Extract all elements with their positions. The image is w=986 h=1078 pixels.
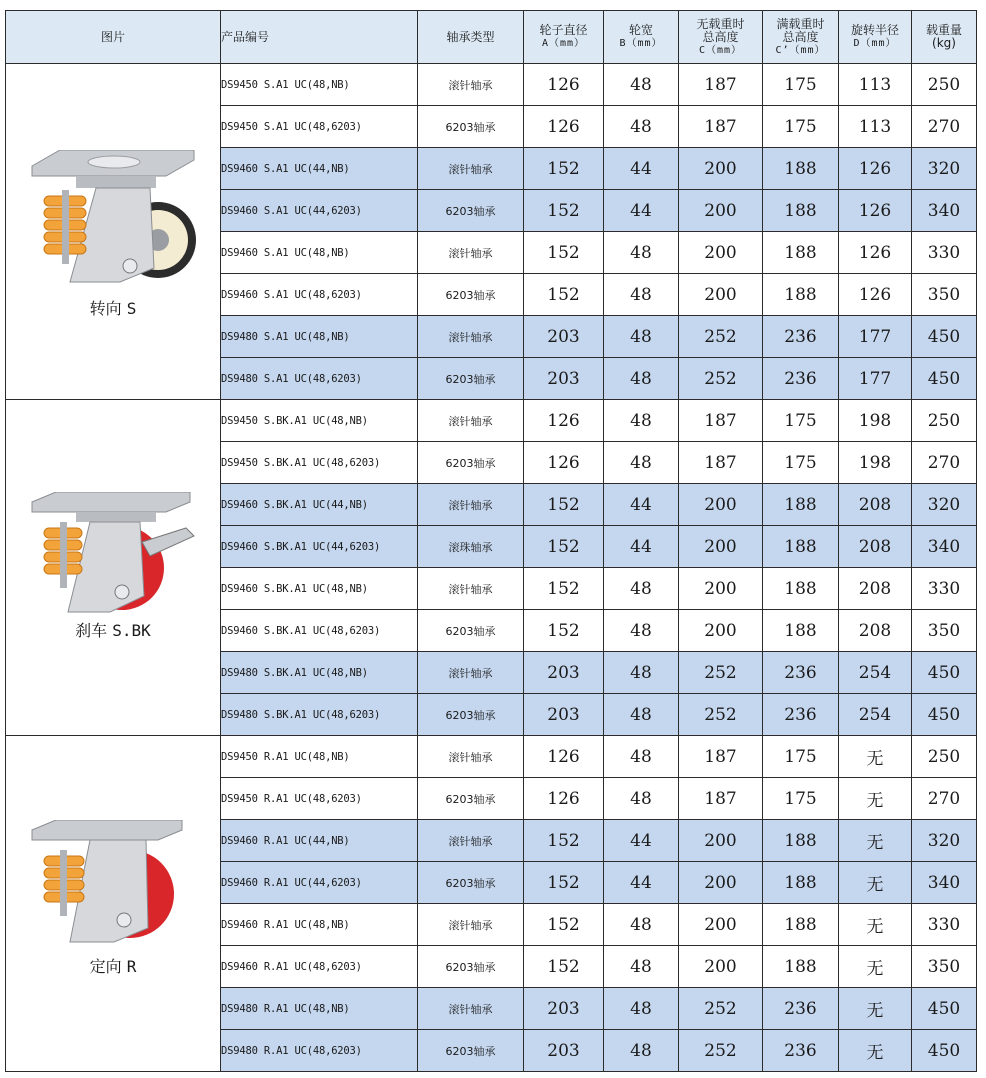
- bearing-type-cell: 6203轴承: [418, 190, 524, 232]
- height-unloaded-cell: 200: [679, 484, 763, 526]
- bearing-type-cell: 滚针轴承: [418, 64, 524, 106]
- load-capacity-cell: 340: [912, 526, 977, 568]
- product-code-cell: DS9480 R.A1 UC(48,6203): [221, 1030, 418, 1072]
- bearing-type-cell: 6203轴承: [418, 946, 524, 988]
- wheel-width-cell: 48: [604, 652, 679, 694]
- header-wheel-width: [604, 11, 679, 64]
- product-code-cell: DS9460 S.A1 UC(48,6203): [221, 274, 418, 316]
- wheel-diameter-cell: 152: [524, 190, 604, 232]
- group-label-code: R: [126, 957, 137, 976]
- load-capacity-cell: 450: [912, 694, 977, 736]
- height-loaded-cell: 236: [763, 652, 839, 694]
- group-label-code: S: [126, 299, 137, 318]
- height-loaded-cell: 188: [763, 946, 839, 988]
- bearing-type-cell: 6203轴承: [418, 1030, 524, 1072]
- height-unloaded-cell: 200: [679, 568, 763, 610]
- header-load: [912, 11, 977, 64]
- swivel-radius-cell: 113: [839, 106, 912, 148]
- height-loaded-cell: 236: [763, 988, 839, 1030]
- load-capacity-cell: 330: [912, 232, 977, 274]
- swivel-radius-cell: 无: [839, 988, 912, 1030]
- group-image-cell: [6, 64, 221, 400]
- height-unloaded-cell: 252: [679, 316, 763, 358]
- wheel-diameter-cell: 152: [524, 526, 604, 568]
- load-capacity-cell: 270: [912, 442, 977, 484]
- load-capacity-cell: 350: [912, 946, 977, 988]
- bearing-type-cell: 滚针轴承: [418, 148, 524, 190]
- load-capacity-cell: 330: [912, 904, 977, 946]
- bearing-type-cell: 6203轴承: [418, 274, 524, 316]
- header-wheel-diameter: [524, 11, 604, 64]
- swivel-radius-cell: 208: [839, 568, 912, 610]
- load-capacity-cell: 320: [912, 820, 977, 862]
- table-row: [6, 400, 977, 442]
- height-loaded-cell: 236: [763, 1030, 839, 1072]
- height-unloaded-cell: 200: [679, 148, 763, 190]
- wheel-width-cell: 48: [604, 904, 679, 946]
- height-unloaded-cell: 200: [679, 946, 763, 988]
- product-code-cell: DS9450 R.A1 UC(48,6203): [221, 778, 418, 820]
- wheel-width-cell: 48: [604, 568, 679, 610]
- height-unloaded-cell: 200: [679, 610, 763, 652]
- swivel-radius-cell: 208: [839, 484, 912, 526]
- bearing-type-cell: 滚针轴承: [418, 568, 524, 610]
- wheel-width-cell: 48: [604, 736, 679, 778]
- caster-fixed-image: [30, 820, 190, 946]
- product-code-cell: DS9460 R.A1 UC(44,NB): [221, 820, 418, 862]
- load-capacity-cell: 340: [912, 862, 977, 904]
- bearing-type-cell: 6203轴承: [418, 610, 524, 652]
- group-label-cn: 定向: [89, 957, 122, 976]
- height-unloaded-cell: 252: [679, 694, 763, 736]
- caster-spec-table: [5, 10, 977, 1072]
- caster-swivel-image: [30, 150, 198, 310]
- wheel-width-cell: 44: [604, 820, 679, 862]
- wheel-width-cell: 48: [604, 232, 679, 274]
- swivel-radius-cell: 126: [839, 232, 912, 274]
- swivel-radius-cell: 无: [839, 778, 912, 820]
- wheel-width-cell: 44: [604, 190, 679, 232]
- height-loaded-cell: 188: [763, 190, 839, 232]
- load-capacity-cell: 270: [912, 778, 977, 820]
- product-code-cell: DS9480 S.A1 UC(48,NB): [221, 316, 418, 358]
- product-code-cell: DS9450 S.A1 UC(48,NB): [221, 64, 418, 106]
- header-load-line2: (kg): [932, 36, 956, 50]
- load-capacity-cell: 330: [912, 568, 977, 610]
- header-wheel-width-line1: 轮宽: [628, 23, 653, 37]
- height-loaded-cell: 175: [763, 64, 839, 106]
- bearing-type-cell: 6203轴承: [418, 694, 524, 736]
- product-code-cell: DS9480 S.A1 UC(48,6203): [221, 358, 418, 400]
- height-unloaded-cell: 187: [679, 442, 763, 484]
- header-wheel-diameter-line1: 轮子直径: [539, 23, 588, 37]
- load-capacity-cell: 350: [912, 274, 977, 316]
- wheel-width-cell: 48: [604, 106, 679, 148]
- height-loaded-cell: 236: [763, 358, 839, 400]
- wheel-diameter-cell: 203: [524, 1030, 604, 1072]
- wheel-diameter-cell: 203: [524, 988, 604, 1030]
- swivel-radius-cell: 无: [839, 862, 912, 904]
- wheel-width-cell: 48: [604, 946, 679, 988]
- header-height-unloaded-line2: 总高度: [702, 29, 739, 44]
- wheel-diameter-cell: 152: [524, 232, 604, 274]
- wheel-diameter-cell: 126: [524, 400, 604, 442]
- bearing-type-cell: 滚针轴承: [418, 736, 524, 778]
- height-loaded-cell: 188: [763, 904, 839, 946]
- height-unloaded-cell: 200: [679, 274, 763, 316]
- bearing-type-cell: 6203轴承: [418, 862, 524, 904]
- height-loaded-cell: 188: [763, 274, 839, 316]
- wheel-diameter-cell: 126: [524, 736, 604, 778]
- wheel-diameter-cell: 126: [524, 64, 604, 106]
- header-code: 产品编号: [221, 11, 418, 64]
- wheel-width-cell: 48: [604, 64, 679, 106]
- product-code-cell: DS9450 S.BK.A1 UC(48,NB): [221, 400, 418, 442]
- swivel-radius-cell: 177: [839, 316, 912, 358]
- product-code-cell: DS9460 R.A1 UC(48,6203): [221, 946, 418, 988]
- height-loaded-cell: 236: [763, 316, 839, 358]
- wheel-diameter-cell: 152: [524, 484, 604, 526]
- wheel-width-cell: 48: [604, 400, 679, 442]
- wheel-width-cell: 48: [604, 316, 679, 358]
- load-capacity-cell: 320: [912, 148, 977, 190]
- group-label-cn: 刹车: [75, 621, 108, 640]
- header-height-loaded-line1: 满载重时: [776, 16, 825, 31]
- wheel-diameter-cell: 152: [524, 148, 604, 190]
- bearing-type-cell: 滚珠轴承: [418, 526, 524, 568]
- product-code-cell: DS9460 S.BK.A1 UC(44,NB): [221, 484, 418, 526]
- wheel-width-cell: 44: [604, 526, 679, 568]
- swivel-radius-cell: 126: [839, 274, 912, 316]
- height-loaded-cell: 188: [763, 568, 839, 610]
- load-capacity-cell: 270: [912, 106, 977, 148]
- wheel-width-cell: 48: [604, 610, 679, 652]
- height-loaded-cell: 188: [763, 610, 839, 652]
- wheel-diameter-cell: 152: [524, 904, 604, 946]
- load-capacity-cell: 250: [912, 64, 977, 106]
- bearing-type-cell: 滚针轴承: [418, 820, 524, 862]
- height-unloaded-cell: 200: [679, 190, 763, 232]
- bearing-type-cell: 滚针轴承: [418, 400, 524, 442]
- height-loaded-cell: 175: [763, 400, 839, 442]
- swivel-radius-cell: 208: [839, 526, 912, 568]
- product-code-cell: DS9460 S.A1 UC(48,NB): [221, 232, 418, 274]
- header-swivel-radius-line1: 旋转半径: [850, 23, 899, 37]
- height-unloaded-cell: 187: [679, 64, 763, 106]
- height-unloaded-cell: 252: [679, 358, 763, 400]
- group-label-code: S.BK: [112, 621, 151, 640]
- height-unloaded-cell: 252: [679, 988, 763, 1030]
- group-image-cell: [6, 736, 221, 1072]
- product-code-cell: DS9460 S.A1 UC(44,6203): [221, 190, 418, 232]
- wheel-width-cell: 44: [604, 484, 679, 526]
- group-label-cn: 转向: [89, 299, 122, 318]
- wheel-width-cell: 48: [604, 988, 679, 1030]
- load-capacity-cell: 450: [912, 1030, 977, 1072]
- product-code-cell: DS9450 S.BK.A1 UC(48,6203): [221, 442, 418, 484]
- swivel-radius-cell: 无: [839, 1030, 912, 1072]
- product-code-cell: DS9460 R.A1 UC(44,6203): [221, 862, 418, 904]
- header-swivel-radius: [839, 11, 912, 64]
- wheel-diameter-cell: 203: [524, 694, 604, 736]
- bearing-type-cell: 6203轴承: [418, 778, 524, 820]
- header-wheel-diameter-line2: A（mm）: [541, 38, 586, 49]
- wheel-width-cell: 44: [604, 862, 679, 904]
- product-code-cell: DS9480 S.BK.A1 UC(48,6203): [221, 694, 418, 736]
- wheel-width-cell: 48: [604, 778, 679, 820]
- bearing-type-cell: 滚针轴承: [418, 232, 524, 274]
- bearing-type-cell: 滚针轴承: [418, 652, 524, 694]
- wheel-diameter-cell: 126: [524, 106, 604, 148]
- header-height-unloaded-line1: 无载重时: [696, 16, 745, 31]
- product-code-cell: DS9450 R.A1 UC(48,NB): [221, 736, 418, 778]
- product-code-cell: DS9480 R.A1 UC(48,NB): [221, 988, 418, 1030]
- bearing-type-cell: 滚针轴承: [418, 904, 524, 946]
- swivel-radius-cell: 177: [839, 358, 912, 400]
- header-wheel-width-line2: B（mm）: [619, 38, 663, 49]
- wheel-diameter-cell: 126: [524, 778, 604, 820]
- height-unloaded-cell: 200: [679, 862, 763, 904]
- wheel-width-cell: 48: [604, 694, 679, 736]
- header-load-line1: 载重量: [925, 23, 962, 37]
- wheel-width-cell: 48: [604, 274, 679, 316]
- swivel-radius-cell: 无: [839, 820, 912, 862]
- load-capacity-cell: 450: [912, 316, 977, 358]
- height-unloaded-cell: 187: [679, 106, 763, 148]
- bearing-type-cell: 滚针轴承: [418, 316, 524, 358]
- height-loaded-cell: 175: [763, 442, 839, 484]
- load-capacity-cell: 450: [912, 988, 977, 1030]
- height-loaded-cell: 175: [763, 106, 839, 148]
- group-label: [6, 954, 220, 977]
- height-loaded-cell: 175: [763, 736, 839, 778]
- product-code-cell: DS9460 S.BK.A1 UC(44,6203): [221, 526, 418, 568]
- swivel-radius-cell: 无: [839, 946, 912, 988]
- wheel-width-cell: 44: [604, 148, 679, 190]
- header-height-loaded-line2: 总高度: [782, 29, 819, 44]
- swivel-radius-cell: 无: [839, 736, 912, 778]
- wheel-width-cell: 48: [604, 1030, 679, 1072]
- product-code-cell: DS9450 S.A1 UC(48,6203): [221, 106, 418, 148]
- swivel-radius-cell: 198: [839, 442, 912, 484]
- wheel-diameter-cell: 152: [524, 274, 604, 316]
- height-unloaded-cell: 200: [679, 820, 763, 862]
- height-loaded-cell: 188: [763, 148, 839, 190]
- swivel-radius-cell: 198: [839, 400, 912, 442]
- wheel-diameter-cell: 152: [524, 946, 604, 988]
- height-loaded-cell: 188: [763, 820, 839, 862]
- product-code-cell: DS9460 S.A1 UC(44,NB): [221, 148, 418, 190]
- swivel-radius-cell: 126: [839, 190, 912, 232]
- header-row: [6, 11, 977, 64]
- product-code-cell: DS9460 R.A1 UC(48,NB): [221, 904, 418, 946]
- swivel-radius-cell: 113: [839, 64, 912, 106]
- group-label: [6, 618, 220, 641]
- height-loaded-cell: 188: [763, 526, 839, 568]
- header-swivel-radius-line2: D（mm）: [853, 38, 897, 49]
- swivel-radius-cell: 无: [839, 904, 912, 946]
- swivel-radius-cell: 254: [839, 694, 912, 736]
- height-unloaded-cell: 187: [679, 736, 763, 778]
- load-capacity-cell: 450: [912, 652, 977, 694]
- height-unloaded-cell: 187: [679, 400, 763, 442]
- table-row: [6, 736, 977, 778]
- header-height-unloaded-line3: C（mm）: [698, 44, 743, 56]
- product-code-cell: DS9460 S.BK.A1 UC(48,NB): [221, 568, 418, 610]
- height-loaded-cell: 175: [763, 778, 839, 820]
- bearing-type-cell: 滚针轴承: [418, 484, 524, 526]
- group-image-cell: [6, 400, 221, 736]
- header-image: 图片: [6, 11, 221, 64]
- load-capacity-cell: 350: [912, 610, 977, 652]
- product-code-cell: DS9480 S.BK.A1 UC(48,NB): [221, 652, 418, 694]
- load-capacity-cell: 320: [912, 484, 977, 526]
- table-row: [6, 64, 977, 106]
- height-unloaded-cell: 252: [679, 1030, 763, 1072]
- wheel-diameter-cell: 203: [524, 316, 604, 358]
- header-height-loaded-line3: C’（mm）: [775, 44, 826, 56]
- wheel-width-cell: 48: [604, 358, 679, 400]
- height-loaded-cell: 236: [763, 694, 839, 736]
- swivel-radius-cell: 208: [839, 610, 912, 652]
- wheel-diameter-cell: 126: [524, 442, 604, 484]
- header-height-loaded: [763, 11, 839, 64]
- wheel-diameter-cell: 203: [524, 358, 604, 400]
- height-loaded-cell: 188: [763, 862, 839, 904]
- height-unloaded-cell: 200: [679, 526, 763, 568]
- bearing-type-cell: 6203轴承: [418, 358, 524, 400]
- header-height-unloaded: [679, 11, 763, 64]
- bearing-type-cell: 6203轴承: [418, 442, 524, 484]
- wheel-diameter-cell: 152: [524, 862, 604, 904]
- wheel-diameter-cell: 152: [524, 820, 604, 862]
- height-unloaded-cell: 200: [679, 904, 763, 946]
- wheel-width-cell: 48: [604, 442, 679, 484]
- header-bearing: 轴承类型: [418, 11, 524, 64]
- wheel-diameter-cell: 203: [524, 652, 604, 694]
- swivel-radius-cell: 254: [839, 652, 912, 694]
- load-capacity-cell: 250: [912, 736, 977, 778]
- product-code-cell: DS9460 S.BK.A1 UC(48,6203): [221, 610, 418, 652]
- group-label: [6, 296, 220, 319]
- height-loaded-cell: 188: [763, 232, 839, 274]
- caster-brake-image: [30, 492, 200, 618]
- height-loaded-cell: 188: [763, 484, 839, 526]
- height-unloaded-cell: 252: [679, 652, 763, 694]
- height-unloaded-cell: 187: [679, 778, 763, 820]
- table-body: [6, 64, 977, 1072]
- wheel-diameter-cell: 152: [524, 610, 604, 652]
- swivel-radius-cell: 126: [839, 148, 912, 190]
- load-capacity-cell: 250: [912, 400, 977, 442]
- height-unloaded-cell: 200: [679, 232, 763, 274]
- load-capacity-cell: 340: [912, 190, 977, 232]
- bearing-type-cell: 滚针轴承: [418, 988, 524, 1030]
- load-capacity-cell: 450: [912, 358, 977, 400]
- bearing-type-cell: 6203轴承: [418, 106, 524, 148]
- wheel-diameter-cell: 152: [524, 568, 604, 610]
